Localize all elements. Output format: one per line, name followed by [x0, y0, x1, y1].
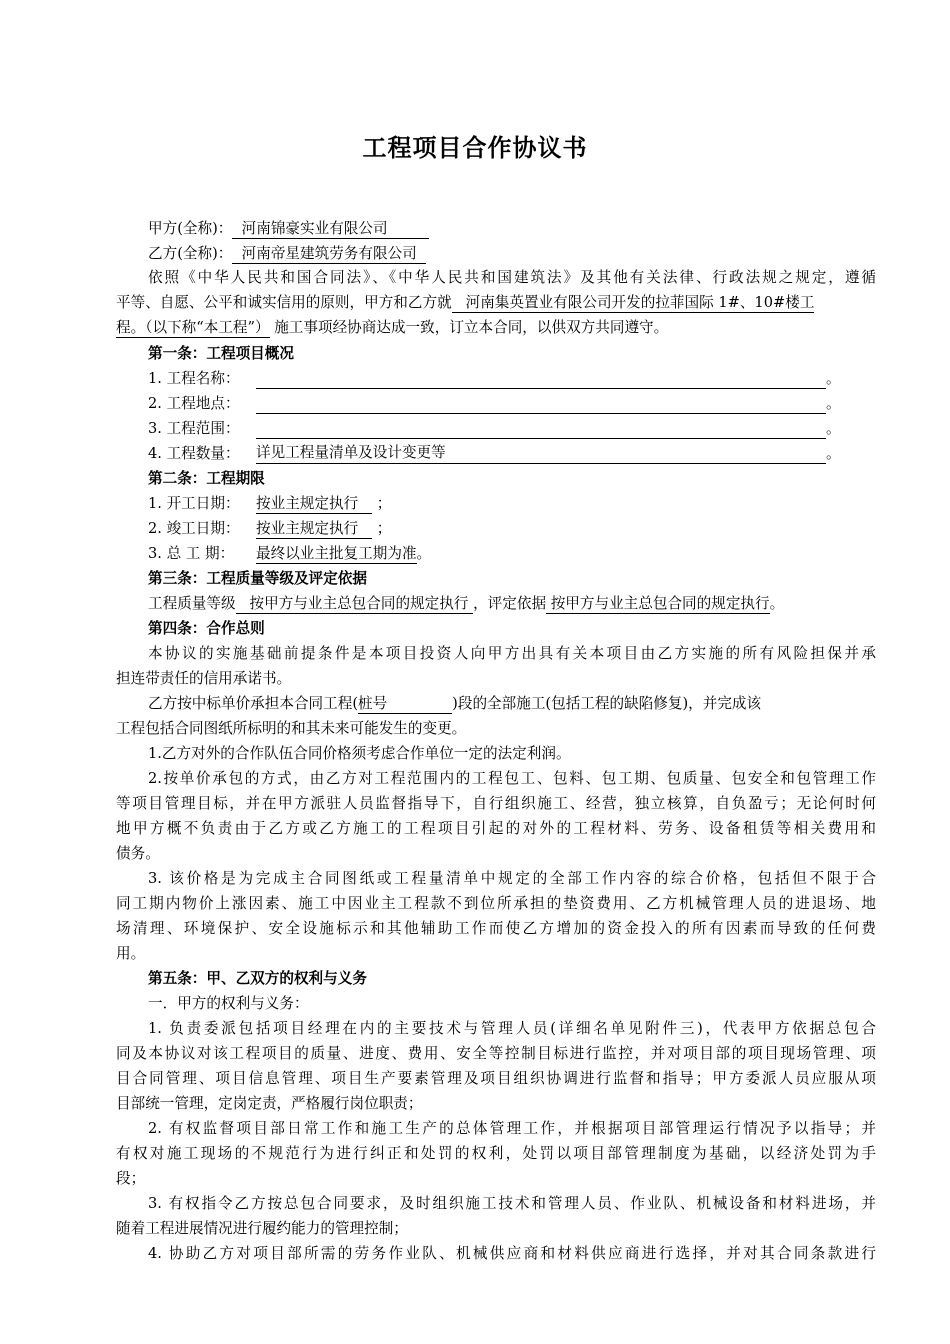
- article-2-heading: 第二条：工程期限: [148, 470, 265, 487]
- a1-item-4: 4. 工程数量： 详见工程量清单及设计变更等 。: [148, 444, 841, 462]
- article-4-heading: 第四条：合作总则: [148, 620, 265, 637]
- document-title: 工程项目合作协议书: [362, 134, 588, 162]
- a1-item-3: 3. 工程范围： 。: [148, 420, 841, 437]
- a4-paragraph-3: 1.乙方对外的合作队伍合同价格须考虑合作单位一定的法定利润。: [148, 745, 571, 762]
- party-a-label: 甲方(全称)：: [148, 220, 233, 237]
- a4-paragraph-2: 乙方按中标单价承担本合同工程(桩号 )段的全部施工(包括工程的缺陷修复)，并完成该: [148, 695, 762, 712]
- article-1-heading: 第一条：工程项目概况: [148, 345, 294, 362]
- party-a-line: [148, 219, 908, 239]
- a5-item-2: 2. 有权监督项目部日常工作和施工生产的总体管理工作，并根据项目部管理运行情况予以指导；并: [148, 1120, 876, 1137]
- party-b-line: [148, 244, 908, 264]
- a5-item-3: 3. 有权指令乙方按总包合同要求，及时组织施工技术和管理人员、作业队、机械设备和材料进场，并: [148, 1195, 876, 1212]
- a4-paragraph-5: 3. 该价格是为完成主合同图纸或工程量清单中规定的全部工作内容的综合价格，包括但不限于合: [148, 870, 876, 887]
- a4-paragraph-1: 本协议的实施基础前提条件是本项目投资人向甲方出具有关本项目由乙方实施的所有风险担保并承: [148, 645, 876, 662]
- a2-item-3: 3. 总 工 期： 最终以业主批复工期为准。: [148, 545, 432, 562]
- intro-line-1: 依照《中华人民共和国合同法》、《中华人民共和国建筑法》及其他有关法律、行政法规之规定，遵循: [148, 269, 876, 286]
- article-5-heading: 第五条：甲、乙双方的权利与义务: [148, 970, 367, 987]
- intro-line-2: 平等、自愿、公平和诚实信用的原则，甲方和乙方就 河南集英置业有限公司开发的拉菲国际 1#、10#楼工: [116, 294, 815, 311]
- a1-item-2: 2. 工程地点： 。: [148, 395, 841, 412]
- intro-line-3: 程。（以下称“本工程”） 施工事项经协商达成一致，订立本合同，以供双方共同遵守。: [116, 319, 669, 336]
- a1-item-1: 1. 工程名称： 。: [148, 370, 841, 387]
- a5-subheading-1: 一．甲方的权利与义务：: [148, 995, 309, 1012]
- a2-item-1: 1. 开工日期： 按业主规定执行 ；: [148, 495, 392, 512]
- party-b-label: 乙方(全称)：: [148, 245, 233, 262]
- party-a-name: 河南锦豪实业有限公司: [232, 220, 429, 239]
- a4-paragraph-4: 2.按单价承包的方式，由乙方对工程范围内的工程包工、包料、包工期、包质量、包安全和包管理工作: [148, 770, 876, 787]
- a2-item-2: 2. 竣工日期： 按业主规定执行 ；: [148, 520, 392, 537]
- a5-item-1: 1. 负责委派包括项目经理在内的主要技术与管理人员(详细名单见附件三)，代表甲方依据总包合: [148, 1020, 876, 1037]
- party-b-name: 河南帝星建筑劳务有限公司: [232, 245, 426, 264]
- article-3-heading: 第三条：工程质量等级及评定依据: [148, 570, 367, 587]
- document-page: 工程项目合作协议书 甲方(全称)： 河南锦豪实业有限公司 乙方(全称)： 河南帝星建筑劳务有限公司 依照《中华人民共和国合同法》、《中华人民共和国建筑法》及其他有关法律、行政法规之规定，遵循 平等、自愿、公平和诚实信用的原则，甲方和乙方就 河南集英置业有限公司开发的拉菲国际 1#、10#楼工 程。（以下称“本工程”） 施工事项经协商达成一致，订立本合同，以供双方共同遵守。 第一条：工程项目概况 1. 工程名称： 。 2. 工程地点： 。 3. 工程范围： 。 4. 工程数量： 详见工程量清单及设计变更等 。 第二条：工程期限 1. 开工日期： 按业主规定执行 ； 2. 竣工日期： 按业主规定执行 ； 3. 总 工 期： 最终以业主批复工期为准。 第三条：工程质量等级及评定依据 工程质量等级 按甲方与业主总包合同的规定执行 ，评定依据 按甲方与业主总包合同的规定执行。 第四条：合作总则 本协议的实施基础前提条件是本项目投资人向甲方出具有关本项目由乙方实施的所有风险担保并承 担连带责任的信用承诺书。 乙方按中标单价承担本合同工程(桩号 )段的全部施工(包括工程的缺陷修复)，并完成该 工程包括合同图纸所标明的和其未来可能发生的变更。 1.乙方对外的合作队伍合同价格须考虑合作单位一定的法定利润。 2.按单价承包的方式，由乙方对工程范围内的工程包工、包料、包工期、包质量、包安全和包管理工作 等项目管理目标，并在甲方派驻人员监督指导下，自行组织施工、经营，独立核算，自负盈亏；无论何时何 地甲方概不负责由于乙方或乙方施工的工程项目引起的对外的工程材料、劳务、设备租赁等相关费用和 债务。 3. 该价格是为完成主合同图纸或工程量清单中规定的全部工作内容的综合价格，包括但不限于合 同工期内物价上涨因素、施工中因业主工程款不到位所承担的垫资费用、乙方机械管理人员的进退场、地 场清理、环境保护、安全设施标示和其他辅助工作而使乙方增加的资金投入的所有因素而导致的任何费 用。 第五条：甲、乙双方的权利与义务 一．甲方的权利与义务： 1. 负责委派包括项目经理在内的主要技术与管理人员(详细名单见附件三)，代表甲方依据总包合 同及本协议对该工程项目的质量、进度、费用、安全等控制目标进行监控，并对项目部的项目现场管理、项 目合同管理、项目信息管理、项目生产要素管理及项目组织协调进行监督和指导；甲方委派人员应服从项 目部统一管理，定岗定责，严格履行岗位职责； 2. 有权监督项目部日常工作和施工生产的总体管理工作，并根据项目部管理运行情况予以指导；并 有权对施工现场的不规范行为进行纠正和处罚的权利，处罚以项目部管理制度为基础，以经济处罚为手 段； 3. 有权指令乙方按总包合同要求，及时组织施工技术和管理人员、作业队、机械设备和材料进场，并 随着工程进展情况进行履约能力的管理控制； 4. 协助乙方对项目部所需的劳务作业队、机械供应商和材料供应商进行选择，并对其合同条款进行: [0, 0, 950, 1344]
- project-name: 河南集英置业有限公司开发的拉菲国际 1#、10#楼工: [452, 294, 815, 313]
- a5-item-4: 4. 协助乙方对项目部所需的劳务作业队、机械供应商和材料供应商进行选择，并对其合同条款进行: [148, 1245, 876, 1262]
- a3-quality-line: 工程质量等级 按甲方与业主总包合同的规定执行 ，评定依据 按甲方与业主总包合同的规定执行。: [148, 595, 785, 612]
